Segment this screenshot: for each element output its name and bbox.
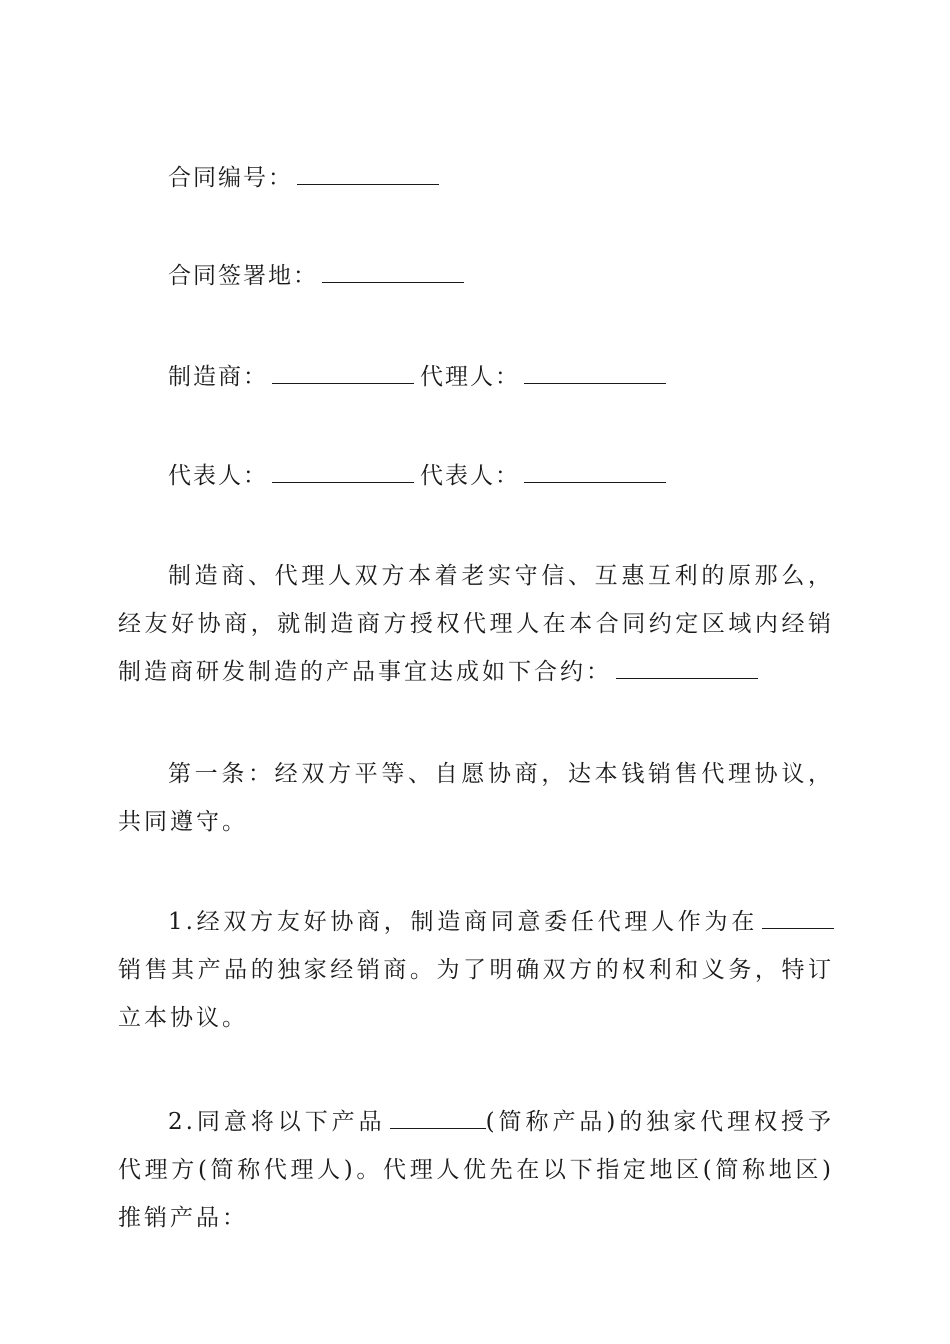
manufacturer-label: 制造商：: [168, 364, 268, 390]
item-1-text-b: 销售其产品的独家经销商。为了明确双方的权利和义务，特订立本协议。: [118, 957, 834, 1031]
rep-label-1: 代表人：: [168, 463, 268, 489]
item-1-text-a: 1.经双方友好协商，制造商同意委任代理人作为在: [168, 909, 758, 935]
item-2-text-a: 2.同意将以下产品: [168, 1109, 386, 1135]
intro-paragraph: [118, 552, 834, 696]
sign-place-blank[interactable]: [322, 256, 464, 283]
intro-blank[interactable]: [616, 652, 758, 679]
agent-row: [420, 353, 666, 401]
contract-number-label: 合同编号：: [168, 165, 293, 191]
rep-row-1: [168, 452, 414, 500]
manufacturer-row: [168, 353, 414, 401]
intro-text: 制造商、代理人双方本着老实守信、互惠互利的原那么，经友好协商，就制造商方授权代理人在本合同约定区域内经销制造商研发制造的产品事宜达成如下合约：: [118, 563, 834, 685]
item-2: [118, 1098, 834, 1242]
sign-place-row: [168, 252, 464, 300]
agent-blank[interactable]: [524, 357, 666, 384]
sign-place-label: 合同签署地：: [168, 263, 318, 289]
item-1: [118, 898, 834, 1042]
contract-number-row: [168, 154, 439, 202]
rep-blank-2[interactable]: [524, 456, 666, 483]
manufacturer-blank[interactable]: [272, 357, 414, 384]
agent-label: 代理人：: [420, 364, 520, 390]
article-1-text: 第一条：经双方平等、自愿协商，达本钱销售代理协议，共同遵守。: [118, 761, 834, 835]
rep-row-2: [420, 452, 666, 500]
item-2-text-b: (简称产品)的独家代理权授予代理方(简称代理人)。代理人优先在以下指定地区(简称地区)推销产品：: [118, 1109, 834, 1231]
contract-number-blank[interactable]: [297, 158, 439, 185]
item-1-region-blank[interactable]: [762, 902, 834, 929]
article-1: [118, 750, 834, 846]
rep-blank-1[interactable]: [272, 456, 414, 483]
item-2-product-blank[interactable]: [390, 1102, 486, 1129]
rep-label-2: 代表人：: [420, 463, 520, 489]
